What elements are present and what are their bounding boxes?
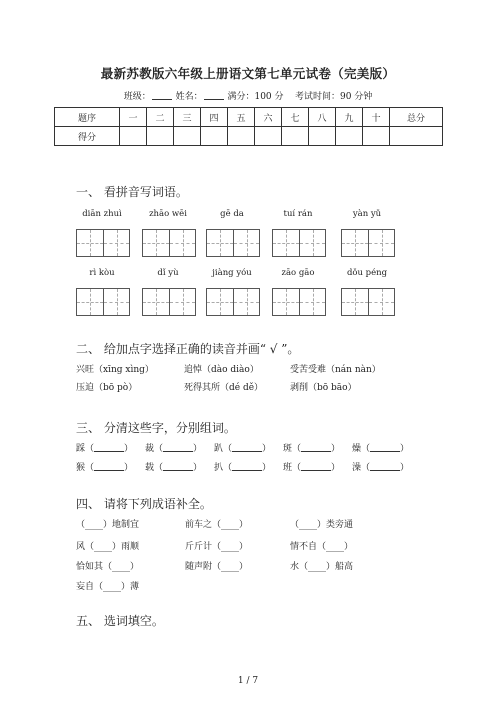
writing-grid[interactable]: [142, 229, 196, 257]
bracket: ）: [400, 444, 410, 454]
answer-blank[interactable]: [232, 442, 262, 452]
idiom-item[interactable]: （____）地制宜: [76, 520, 140, 530]
writing-grid[interactable]: [341, 229, 395, 257]
score-header-cell: 六: [255, 108, 282, 127]
class-blank: [152, 90, 172, 100]
pinyin-label: dǒu péng: [346, 268, 388, 278]
answer-blank[interactable]: [163, 442, 193, 452]
writing-grid[interactable]: [272, 288, 326, 316]
pronunciation-item: 剥削（bō bāo）: [290, 383, 357, 393]
bracket: ）: [193, 463, 203, 473]
word-group-item: [214, 441, 271, 454]
pinyin-label: zāo gāo: [281, 268, 315, 278]
writing-cell[interactable]: [233, 230, 259, 256]
writing-cell[interactable]: [368, 289, 394, 315]
writing-cell[interactable]: [342, 289, 368, 315]
score-table: [54, 107, 443, 146]
answer-blank[interactable]: [301, 442, 331, 452]
bracket: ）: [124, 444, 134, 454]
idiom-item[interactable]: 水（____）船高: [290, 562, 354, 572]
writing-grid[interactable]: [206, 229, 260, 257]
writing-grid[interactable]: [76, 229, 130, 257]
idiom-item[interactable]: 风（____）雨顺: [76, 542, 140, 552]
writing-grid[interactable]: [76, 288, 130, 316]
writing-cell[interactable]: [273, 289, 299, 315]
character: 燥（: [352, 444, 371, 454]
score-header-cell: 二: [147, 108, 174, 127]
writing-cell[interactable]: [299, 230, 325, 256]
score-header-cell: 五: [228, 108, 255, 127]
idiom-item[interactable]: 斤斤计（____）: [185, 542, 249, 552]
answer-blank[interactable]: [232, 461, 262, 471]
pinyin-label: jiàng yóu: [212, 268, 252, 278]
bracket: ）: [400, 463, 410, 473]
name-label: 姓名：: [175, 92, 203, 102]
exam-time: 考试时间：90 分钟: [294, 92, 373, 102]
character: 班（: [283, 463, 302, 473]
pinyin-label: rì kòu: [89, 268, 115, 278]
word-group-item: [76, 441, 133, 454]
answer-blank[interactable]: [94, 461, 124, 471]
writing-cell[interactable]: [207, 230, 233, 256]
page-title: 最新苏教版六年级上册语文第七单元试卷（完美版）: [100, 66, 396, 81]
bracket: ）: [331, 463, 341, 473]
score-input-cell[interactable]: [336, 127, 363, 146]
writing-cell[interactable]: [169, 230, 195, 256]
idiom-item[interactable]: 情不自（____）: [290, 542, 354, 552]
score-input-cell[interactable]: [174, 127, 201, 146]
pronunciation-item: 兴旺（xīng xìng）: [76, 365, 154, 375]
writing-cell[interactable]: [77, 230, 103, 256]
writing-cell[interactable]: [77, 289, 103, 315]
writing-cell[interactable]: [103, 289, 129, 315]
pinyin-label: diān zhuì: [82, 209, 122, 219]
section5-heading: 五、 选词填空。: [76, 614, 164, 628]
pinyin-label: gē da: [220, 209, 244, 219]
score-input-cell[interactable]: [390, 127, 443, 146]
page-number: 1 / 7: [237, 676, 259, 686]
score-header-cell: 题序: [55, 108, 120, 127]
character: 踩（: [76, 444, 95, 454]
word-group-item: [283, 441, 340, 454]
bracket: ）: [262, 444, 272, 454]
score-header-cell: 一: [120, 108, 147, 127]
writing-cell[interactable]: [169, 289, 195, 315]
section1-heading: 一、 看拼音写词语。: [76, 185, 188, 199]
writing-cell[interactable]: [342, 230, 368, 256]
writing-cell[interactable]: [273, 230, 299, 256]
exam-info: [0, 89, 496, 102]
score-input-cell[interactable]: [228, 127, 255, 146]
score-input-cell[interactable]: [147, 127, 174, 146]
word-group-item: [145, 441, 202, 454]
writing-grid[interactable]: [142, 288, 196, 316]
score-input-cell[interactable]: [255, 127, 282, 146]
character: 扒（: [214, 463, 233, 473]
score-header-cell: 九: [336, 108, 363, 127]
writing-cell[interactable]: [143, 289, 169, 315]
word-group-item: [214, 460, 271, 473]
pronunciation-item: 死得其所（dé dě）: [184, 383, 264, 393]
score-input-cell[interactable]: [282, 127, 309, 146]
score-input-cell[interactable]: [309, 127, 336, 146]
score-value-row: [55, 127, 443, 146]
section4-heading: 四、 请将下列成语补全。: [76, 497, 212, 511]
pronunciation-item: 压迫（bō pò）: [76, 383, 138, 393]
writing-cell[interactable]: [207, 289, 233, 315]
pinyin-label: dǐ yù: [157, 268, 179, 278]
writing-cell[interactable]: [299, 289, 325, 315]
score-header-cell: 七: [282, 108, 309, 127]
answer-blank[interactable]: [301, 461, 331, 471]
idiom-item[interactable]: （____）类旁通: [290, 520, 354, 530]
word-group-item: [352, 460, 409, 473]
score-input-cell[interactable]: [363, 127, 390, 146]
score-header-row: [55, 108, 443, 127]
pronunciation-item: 受苦受难（nán nàn）: [290, 365, 381, 375]
character: 裁（: [145, 444, 164, 454]
pinyin-label: tuí rán: [283, 209, 313, 219]
bracket: ）: [262, 463, 272, 473]
character: 斑（: [283, 444, 302, 454]
section3-heading: 三、 分清这些字，分别组词。: [76, 421, 236, 435]
character: 趴（: [214, 444, 233, 454]
score-header-cell: 四: [201, 108, 228, 127]
answer-blank[interactable]: [163, 461, 193, 471]
score-header-cell: 三: [174, 108, 201, 127]
bracket: ）: [124, 463, 134, 473]
score-input-cell[interactable]: [120, 127, 147, 146]
score-header-cell: 总分: [390, 108, 443, 127]
name-blank: [204, 90, 224, 100]
answer-blank[interactable]: [94, 442, 124, 452]
word-group-item: [76, 460, 133, 473]
writing-cell[interactable]: [233, 289, 259, 315]
word-group-item: [352, 441, 409, 454]
score-row-label: 得分: [55, 127, 120, 146]
pinyin-label: yàn yǔ: [352, 209, 382, 219]
score-input-cell[interactable]: [201, 127, 228, 146]
writing-cell[interactable]: [103, 230, 129, 256]
section2-heading: 二、 给加点字选择正确的读音并画“ √ ”。: [76, 342, 300, 356]
bracket: ）: [193, 444, 203, 454]
idiom-item[interactable]: 妄自（____）薄: [76, 582, 140, 592]
writing-grid[interactable]: [206, 288, 260, 316]
writing-grid[interactable]: [272, 229, 326, 257]
class-label: 班级：: [123, 92, 151, 102]
idiom-item[interactable]: 前车之（____）: [185, 520, 249, 530]
answer-blank[interactable]: [370, 442, 400, 452]
writing-cell[interactable]: [143, 230, 169, 256]
character: 载（: [145, 463, 164, 473]
character: 猴（: [76, 463, 95, 473]
pronunciation-item: 追悼（dào diào）: [184, 365, 259, 375]
character: 澡（: [352, 463, 371, 473]
writing-grid[interactable]: [341, 288, 395, 316]
score-header-cell: 八: [309, 108, 336, 127]
idiom-item[interactable]: 随声附（____）: [185, 562, 249, 572]
word-group-item: [145, 460, 202, 473]
idiom-item[interactable]: 恰如其（____）: [76, 562, 140, 572]
score-header-cell: 十: [363, 108, 390, 127]
full-score: 满分：100 分: [227, 92, 284, 102]
writing-cell[interactable]: [368, 230, 394, 256]
answer-blank[interactable]: [370, 461, 400, 471]
word-group-item: [283, 460, 340, 473]
pinyin-label: zhāo wēi: [149, 209, 187, 219]
bracket: ）: [331, 444, 341, 454]
